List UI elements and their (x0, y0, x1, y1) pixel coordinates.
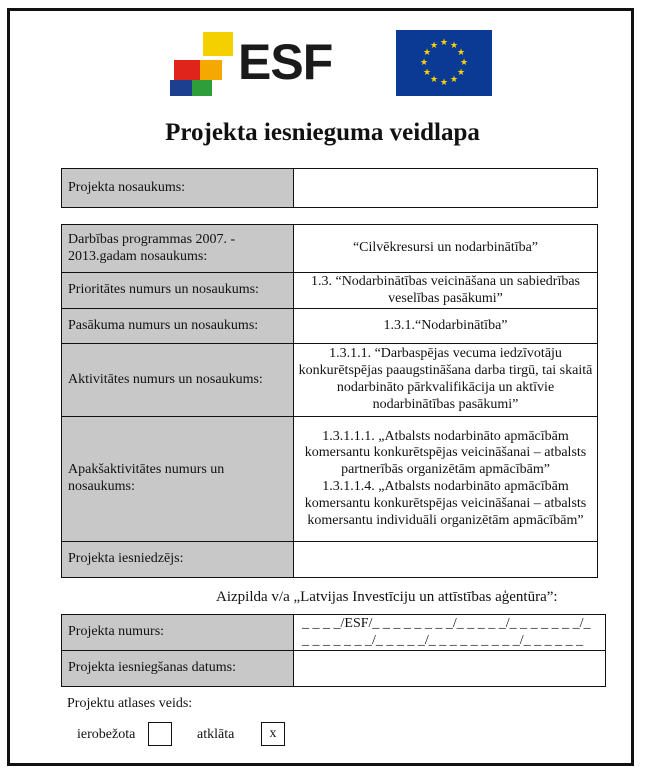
agency-note: Aizpilda v/a „Latvijas Investīciju un attīstības aģentūra”: (216, 589, 558, 605)
agency-table (61, 614, 606, 687)
project-name-label: Projekta nosaukums: (62, 169, 294, 208)
table-row (62, 542, 598, 578)
esf-logo (168, 30, 338, 98)
svg-text:★: ★ (449, 41, 459, 51)
subactivity-value-2: 1.3.1.1.4. „Atbalsts nodarbināto apmācībām komersantu konkurētspējas veicināšanai – atbalsts komersantu individuāli organizētām apmācībām” (304, 479, 587, 528)
subactivity-value (294, 417, 598, 542)
svg-text:★: ★ (429, 75, 439, 85)
table-row (62, 651, 606, 687)
table-row (62, 273, 598, 309)
applicant-field[interactable] (294, 542, 598, 578)
table-row (62, 417, 598, 542)
svg-text:★: ★ (429, 41, 439, 51)
project-number-label: Projekta numurs: (62, 615, 294, 651)
program-label: Darbības programmas 2007. - 2013.gadam nosaukums: (62, 225, 294, 273)
subactivity-value-1: 1.3.1.1.1. „Atbalsts nodarbināto apmācībām komersantu konkurētspējas veicināšanai – atbalsts partnerībās organizētām apmācībām” (304, 428, 587, 478)
svg-text:★: ★ (422, 68, 432, 78)
table-row (62, 225, 598, 273)
program-value: “Cilvēkresursi un nodarbinātība” (294, 225, 598, 273)
project-name-field[interactable] (294, 169, 598, 208)
subactivity-label: Apakšaktivitātes numurs un nosaukums: (62, 417, 294, 542)
svg-text:★: ★ (449, 75, 459, 85)
priority-label: Prioritātes numurs un nosaukums: (62, 273, 294, 309)
measure-label: Pasākuma numurs un nosaukums: (62, 309, 294, 344)
option-restricted-label: ierobežota (77, 727, 136, 742)
svg-text:★: ★ (456, 68, 466, 78)
option-open-checkbox[interactable]: x (261, 722, 285, 746)
activity-value: 1.3.1.1. “Darbaspējas vecuma iedzīvotāju konkurētspējas paaugstināšana darba tirgū, tai skaitā nodarbināto pārkvalifikācija un aktīvie nodarbinātības pasākumi” (294, 344, 598, 417)
activity-label: Aktivitātes numurs un nosaukums: (62, 344, 294, 417)
eu-stars (396, 30, 492, 96)
submission-date-field[interactable] (294, 651, 606, 687)
table-row (62, 344, 598, 417)
option-restricted-checkbox[interactable] (148, 722, 172, 746)
page-title: Projekta iesnieguma veidlapa (165, 119, 480, 146)
svg-text:★: ★ (439, 78, 449, 88)
project-number-field[interactable]: _ _ _ _/ESF/_ _ _ _ _ _ _ _/_ _ _ _ _/_ _ _ _ _ _ _/_ _ _ _ _ _ _ _/_ _ _ _ _/_ _ _ _ _ _ _ _ _/_ _ _ _ _ _ (294, 615, 606, 651)
program-info-table (61, 224, 598, 578)
svg-text:★: ★ (422, 48, 432, 58)
esf-logo-icon (168, 30, 238, 98)
svg-text:★: ★ (459, 58, 469, 68)
priority-value: 1.3. “Nodarbinātības veicināšana un sabiedrības veselības pasākumi” (294, 273, 598, 309)
measure-value: 1.3.1.“Nodarbinātība” (294, 309, 598, 344)
applicant-label: Projekta iesniedzējs: (62, 542, 294, 578)
option-open-label: atklāta (197, 727, 235, 742)
selection-type-label: Projektu atlases veids: (67, 696, 193, 711)
svg-text:★: ★ (419, 58, 429, 68)
svg-text:★: ★ (456, 48, 466, 58)
project-name-table (61, 168, 598, 208)
eu-flag-icon (396, 30, 492, 96)
table-row (62, 309, 598, 344)
esf-logo-text: ESF (238, 34, 333, 90)
submission-date-label: Projekta iesniegšanas datums: (62, 651, 294, 687)
table-row (62, 169, 598, 208)
table-row (62, 615, 606, 651)
svg-text:★: ★ (439, 38, 449, 48)
